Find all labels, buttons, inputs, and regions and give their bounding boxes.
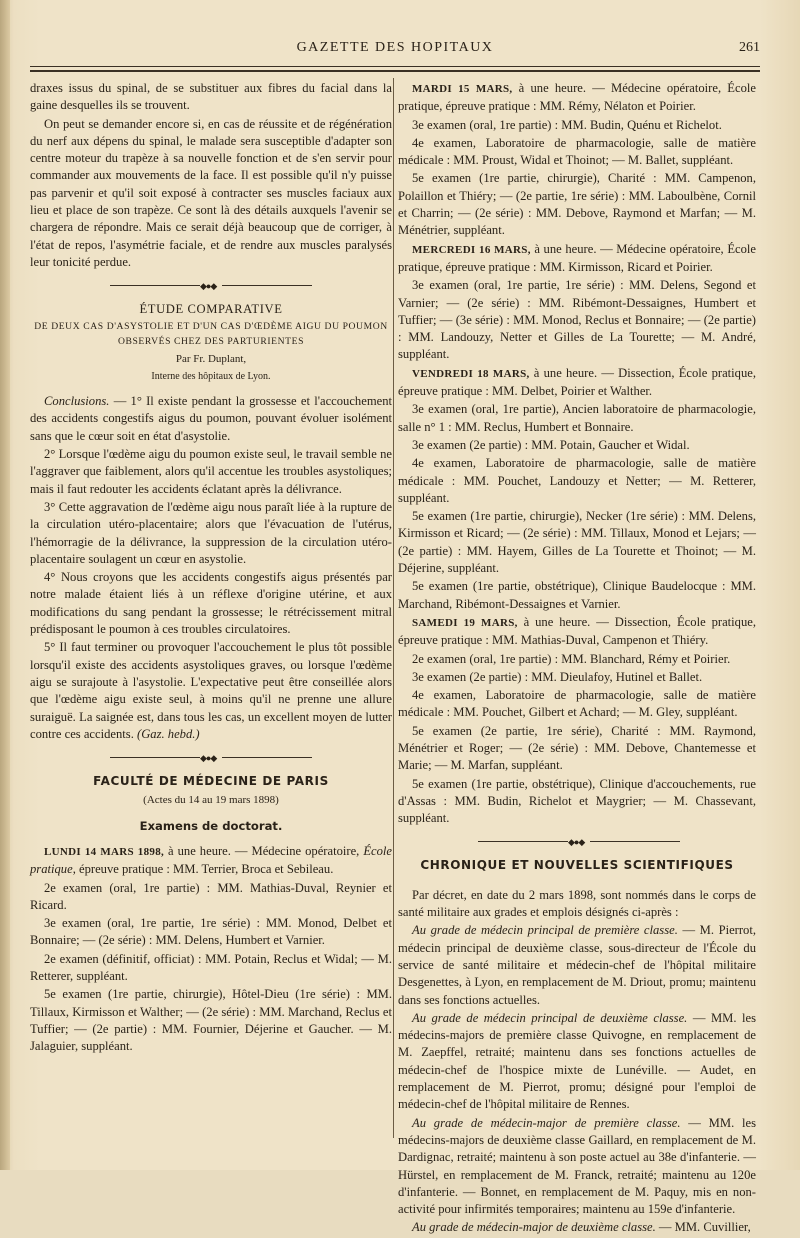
header-rule-top	[30, 66, 760, 67]
exam-entry: 4e examen, Laboratoire de pharmacologie, salle de matière médicale : MM. Pouchet, Gilbert et Achard; — M. Gley, suppléant.	[398, 688, 756, 720]
exam-entry: 4e examen, Laboratoire de pharmacologie, salle de matière médicale : MM. Proust, Widal et Thoinot; — M. Ballet, suppléant.	[398, 135, 756, 168]
samedi-block	[398, 614, 756, 828]
mercredi-block	[398, 241, 756, 364]
exam-entry: 3e examen (oral, 1re partie) : MM. Budin, Quénu et Richelot.	[412, 117, 722, 132]
exam-entry: MERCREDI 16 MARS, à une heure. — Médecine opératoire, École pratique, épreuve pratique : MM. Kirmisson, Ricard et Poirier.	[398, 241, 756, 274]
section-separator: ◆●◆	[30, 747, 392, 769]
section-separator: ◆●◆	[398, 831, 756, 853]
exam-entry: 2e examen (oral, 1re partie) : MM. Blanchard, Rémy et Poirier.	[412, 651, 731, 666]
page-number: 261	[739, 40, 760, 55]
left-column	[30, 80, 392, 1057]
exam-entry: 4e examen, Laboratoire de pharmacologie, salle de matière médicale : MM. Pouchet, Landouzy et Netter; — M. Retterer, suppléant.	[398, 456, 756, 505]
etude-affiliation: Interne des hôpitaux de Lyon.	[151, 370, 271, 382]
right-column	[398, 80, 756, 1238]
chronique-paragraph: Au grade de médecin-major de première classe. — MM. les médecins-majors de deuxième classe Gaillard, en remplacement de M. Dardignac, retraité; maintenu à son poste actuel au 38e d'infanterie. — Hürstel, en remplacement de M. Franck, retraité; maintenu au 120e d'infanterie. — Bonnet, en remplacement de M. Paquy, mis en non-activité pour infirmités temporaires; maintenu au 159e d'infanterie.	[398, 1115, 756, 1217]
page-header	[30, 36, 760, 62]
etude-paragraph: Conclusions. — 1° Il existe pendant la grossesse et l'accouchement des accidents congestifs aigus du poumon, pouvant évoluer isolément sans que le cœur soit en état d'asystolie.	[30, 394, 392, 443]
exam-day-label: MERCREDI 16 MARS,	[412, 243, 531, 256]
etude-title: ÉTUDE COMPARATIVE	[139, 302, 283, 317]
etude-paragraph: 5° Il faut terminer ou provoquer l'accouchement le plus tôt possible lorsqu'il existe des accidents asystoliques graves, ou lorsque l'œdème aigu se surajoute à l'asystolie. L'expectative peut être conseillée alors que l'œdème aigu existe seul, à moins qu'il ne prenne une allure suraiguë. La saignée est, dans tous les cas, un excellent moyen de lutter contre ces accidents. (Gaz. hebd.)	[30, 640, 392, 741]
exam-day-label: SAMEDI 19 MARS,	[412, 616, 518, 629]
conclusions-label: Conclusions.	[44, 394, 110, 409]
exam-entry: 5e examen (2e partie, 1re série), Charité : MM. Raymond, Ménétrier et Roger; — (2e série) : MM. Debove, Chantemesse et Marie; — M. Marfan, suppléant.	[398, 723, 756, 773]
header-rule-bottom	[30, 70, 760, 72]
etude-author: Par Fr. Duplant,	[175, 352, 247, 365]
etude-paragraph: 3° Cette aggravation de l'œdème aigu nous paraît liée à la rupture de la circulation utéro-placentaire; alors que l'évacuation de l'utérus, l'hémorragie de la délivrance, la suppression de la circulation utéro-placentaire soulagent un cœur en asystolie.	[30, 499, 392, 566]
intro-paragraph: On peut se demander encore si, en cas de réussite et de régénération du nerf aux dépens du spinal, le malade sera susceptible d'adapter son centre moteur du trapèze à sa nouvelle fonction et de s'en servir pour commander aux mouvements de la face. Il est possible qu'il n'y puisse pas parvenir et qu'il soit exposé à contracter ses muscles faciaux aux lieu et place de son trapèze. Ce sont là des détails auxquels l'avenir se chargera de répondre. Mais ce serait déjà beaucoup que de corriger, à l'état de repos, l'asymétrie faciale, et de rendre aux muscles paralysés leur tonicité perdue.	[30, 116, 392, 269]
chronique-paragraph: Au grade de médecin principal de première classe. — M. Pierrot, médecin principal de deuxième classe, sous-directeur de l'École du service de santé militaire et médecin-chef de l'hôpital militaire Desgenettes, à Lyon, en remplacement de M. Driout, promu; maintenu dans ses fonctions actuelles.	[398, 923, 756, 1007]
publication-title: GAZETTE DES HOPITAUX	[296, 40, 494, 55]
exam-entry: 3e examen (oral, 1re partie), Ancien laboratoire de pharmacologie, salle n° 1 : MM. Reclus, Humbert et Bonnaire.	[398, 402, 756, 434]
exam-day-label: VENDREDI 18 MARS,	[412, 367, 530, 380]
exam-entry: MARDI 15 MARS, à une heure. — Médecine opératoire, École pratique, épreuve pratique : MM. Rémy, Nélaton et Poirier.	[398, 81, 756, 114]
exam-entry: 3e examen (oral, 1re partie, 1re série) : MM. Monod, Delbet et Bonnaire; — (2e série) : MM. Delens, Humbert et Varnier.	[30, 916, 392, 948]
source-citation: (Gaz. hebd.)	[137, 726, 200, 741]
chronique-paragraph: Au grade de médecin principal de deuxième classe. — MM. les médecins-majors de première classe Quivogne, en remplacement de M. Zaepffel, retraité; maintenu dans ses fonctions actuelles de médecin-chef de l'hospice mixte de Lunéville. — Audet, en remplacement de M. Pierrot, promu; désigné pour l'emploi de médecin-chef de l'hôpital militaire de Rennes.	[398, 1010, 756, 1112]
column-divider	[393, 78, 394, 1138]
chronique-intro: Par décret, en date du 2 mars 1898, sont nommés dans le corps de santé militaire aux grades et emplois désignés ci-après :	[398, 887, 756, 920]
exam-entry: 3e examen (2e partie) : MM. Potain, Gaucher et Widal.	[412, 437, 690, 452]
exam-entry: VENDREDI 18 MARS, à une heure. — Dissection, École pratique, épreuve pratique : MM. Delbet, Poirier et Walther.	[398, 365, 756, 399]
exam-entry: 3e examen (oral, 1re partie, 1re série) : MM. Delens, Segond et Varnier; — (2e série) : MM. Ribémont-Dessaignes, Humbert et Tuffier; — (3e série) : MM. Monod, Reclus et Bonnaire; — (2e partie) : MM. Landouzy, Netter et Gilles de La Tourette; — M. André, suppléant.	[398, 278, 756, 362]
exam-entry: 5e examen (1re partie, obstétrique), Clinique d'accouchements, rue d'Assas : MM. Budin, Richelot et Maygrier; — M. Chassevant, suppléant.	[398, 776, 756, 826]
exam-entry: 2e examen (oral, 1re partie) : MM. Mathias-Duval, Reynier et Ricard.	[30, 880, 392, 912]
exam-entry: 5e examen (1re partie, obstétrique), Clinique Baudelocque : MM. Marchand, Ribémont-Dessaignes et Varnier.	[398, 579, 756, 611]
intro-paragraph: draxes issus du spinal, de se substituer aux fibres du facial dans la gaine desquelles ils se trouvent.	[30, 81, 392, 113]
etude-subtitle: DE DEUX CAS D'ASYSTOLIE ET D'UN CAS D'ŒDÈME AIGU DU POUMON	[34, 320, 388, 332]
exam-day-entry: LUNDI 14 MARS 1898, à une heure. — Médecine opératoire, École pratique, épreuve pratique : MM. Terrier, Broca et Sebileau.	[30, 843, 392, 877]
faculte-title: FACULTÉ DE MÉDECINE DE PARIS	[93, 774, 329, 789]
vendredi-block	[398, 365, 756, 613]
chronique-title: CHRONIQUE ET NOUVELLES SCIENTIFIQUES	[420, 858, 734, 873]
page-binding-edge	[0, 0, 10, 1170]
exam-entry: 5e examen (1re partie, chirurgie), Necker (1re série) : MM. Delens, Kirmisson et Ricard; — (2e série) : MM. Tillaux, Monod et Lejars; — (2e partie) : MM. Hayem, Gilles de La Tourette et Thoinot; — M. Déjerine, suppléant.	[398, 509, 756, 576]
exams-heading: Examens de doctorat.	[139, 818, 283, 833]
etude-paragraph: 2° Lorsque l'œdème aigu du poumon existe seul, le travail semble ne l'aggraver que faiblement, alors qu'il accentue les troubles asystoliques; mais il faut redouter les accidents éclatant après la délivrance.	[30, 447, 392, 496]
etude-paragraph: 4° Nous croyons que les accidents congestifs aigus présentés par notre malade étaient liés à un réflexe d'origine utérine, et aux modifications du sang pendant la grossesse; le rétrécissement mitral prédisposant le poumon à ces troubles circulatoires.	[30, 570, 392, 637]
exam-entry: SAMEDI 19 MARS, à une heure. — Dissection, École pratique, épreuve pratique : MM. Mathias-Duval, Campenon et Thiéry.	[398, 614, 756, 648]
exam-entry: 5e examen (1re partie, chirurgie), Hôtel-Dieu (1re série) : MM. Tillaux, Kirmisson et Walther; — (2e série) : MM. Marchand, Reclus et Tuffier; — (2e partie) : MM. Fournier, Déjerine et Gaucher. — M. Jalaguier, suppléant.	[30, 987, 392, 1054]
faculte-subtitle: (Actes du 14 au 19 mars 1898)	[143, 794, 279, 807]
exam-entry: 3e examen (2e partie) : MM. Dieulafoy, Hutinel et Ballet.	[412, 669, 703, 684]
etude-subtitle: OBSERVÉS CHEZ DES PARTURIENTES	[117, 335, 305, 347]
mardi-block	[398, 80, 756, 240]
exam-day-label: MARDI 15 MARS,	[412, 83, 513, 95]
exam-entry: 2e examen (définitif, officiat) : MM. Potain, Reclus et Widal; — M. Retterer, suppléant.	[30, 951, 392, 984]
exam-entry: 5e examen (1re partie, chirurgie), Charité : MM. Campenon, Polaillon et Thiéry; — (2e partie, 1re série) : MM. Laboulbène, Cornil et Charrin; — (2e série) : MM. Debove, Raymond et Marfan; — M. Ménétrier, suppléant.	[398, 171, 756, 238]
chronique-paragraph: Au grade de médecin-major de deuxième classe. — MM. Cuvillier,	[412, 1220, 751, 1235]
section-separator: ◆●◆	[30, 275, 392, 297]
